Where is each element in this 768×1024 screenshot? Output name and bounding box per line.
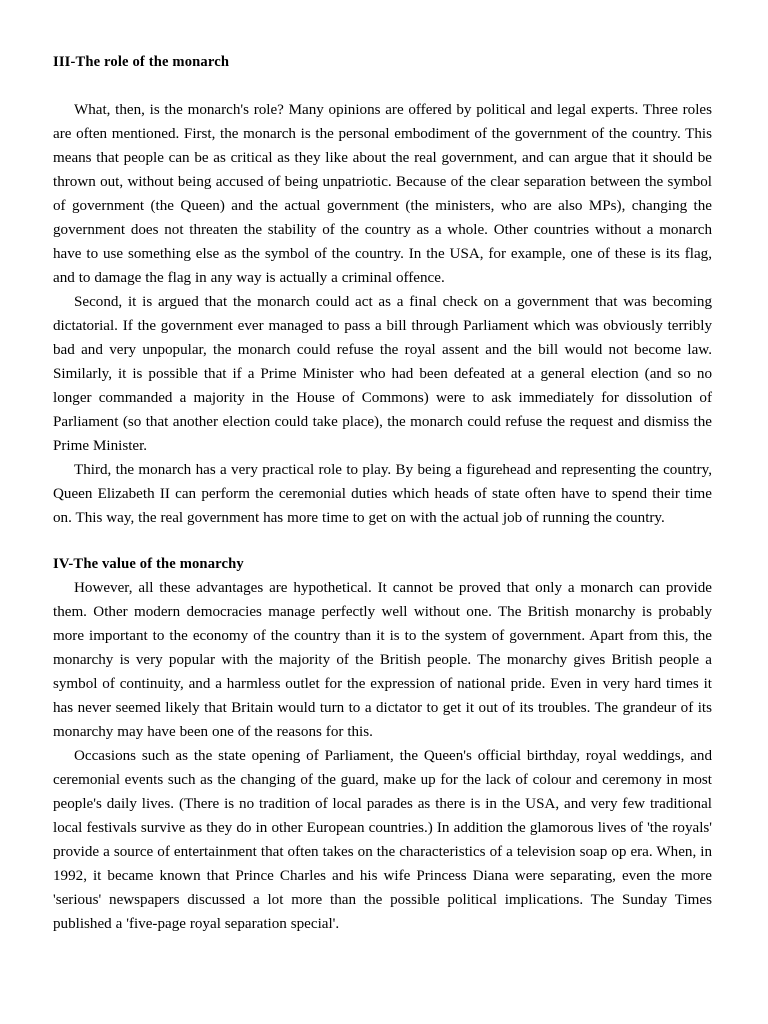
- section-heading-iv: IV-The value of the monarchy: [53, 556, 244, 572]
- section-gap: [53, 530, 712, 552]
- paragraph-monarch-role-second: Second, it is argued that the monarch could act as a final check on a government that was becoming dictatorial. If the government ever managed to pass a bill through Parliament which was obviously terribly bad and very unpopular, the monarch could refuse the royal assent and the bill would not become law. Similarly, it is possible that if a Prime Minister who had been defeated at a general election (and so no longer commanded a majority in the House of Commons) were to ask immediately for dissolution of Parliament (so that another election could take place), the monarch could refuse the request and dismiss the Prime Minister.: [53, 294, 712, 454]
- section-heading-iii: III-The role of the monarch: [53, 54, 230, 70]
- document-body: [53, 50, 712, 936]
- paragraph-monarch-role-third: Third, the monarch has a very practical role to play. By being a figurehead and representing the country, Queen Elizabeth II can perform the ceremonial duties which heads of state often have to spend their time on. This way, the real government has more time to get on with the actual job of running the country.: [53, 462, 712, 526]
- paragraph-monarchy-value-second: Occasions such as the state opening of Parliament, the Queen's official birthday, royal weddings, and ceremonial events such as the changing of the guard, make up for the lack of colour and ceremony in most people's daily lives. (There is no tradition of local parades as there is in the USA, and very few traditional local festivals survive as they do in other European countries.) In addition the glamorous lives of 'the royals' provide a source of entertainment that often takes on the characteristics of a television soap op era. When, in 1992, it became known that Prince Charles and his wife Princess Diana were separating, even the more 'serious' newspapers discussed a lot more than the possible political implications. The Sunday Times published a 'five-page royal separation special'.: [53, 748, 712, 932]
- heading-gap: [53, 74, 712, 98]
- paragraph-monarchy-value-first: However, all these advantages are hypothetical. It cannot be proved that only a monarch can provide them. Other modern democracies manage perfectly well without one. The British monarchy is probably more important to the economy of the country than it is to the system of government. Apart from this, the monarchy is very popular with the majority of the British people. The monarchy gives British people a symbol of continuity, and a harmless outlet for the expression of national pride. Even in very hard times it has never seemed likely that Britain would turn to a dictator to get it out of its troubles. The grandeur of its monarchy may have been one of the reasons for this.: [53, 580, 712, 740]
- paragraph-monarch-role-first: What, then, is the monarch's role? Many opinions are offered by political and legal experts. Three roles are often mentioned. First, the monarch is the personal embodiment of the government of the country. This means that people can be as critical as they like about the real government, and can argue that it should be thrown out, without being accused of being unpatriotic. Because of the clear separation between the symbol of government (the Queen) and the actual government (the ministers, who are also MPs), changing the government does not threaten the stability of the country as a whole. Other countries without a monarch have to use something else as the symbol of the country. In the USA, for example, one of these is its flag, and to damage the flag in any way is actually a criminal offence.: [53, 102, 712, 286]
